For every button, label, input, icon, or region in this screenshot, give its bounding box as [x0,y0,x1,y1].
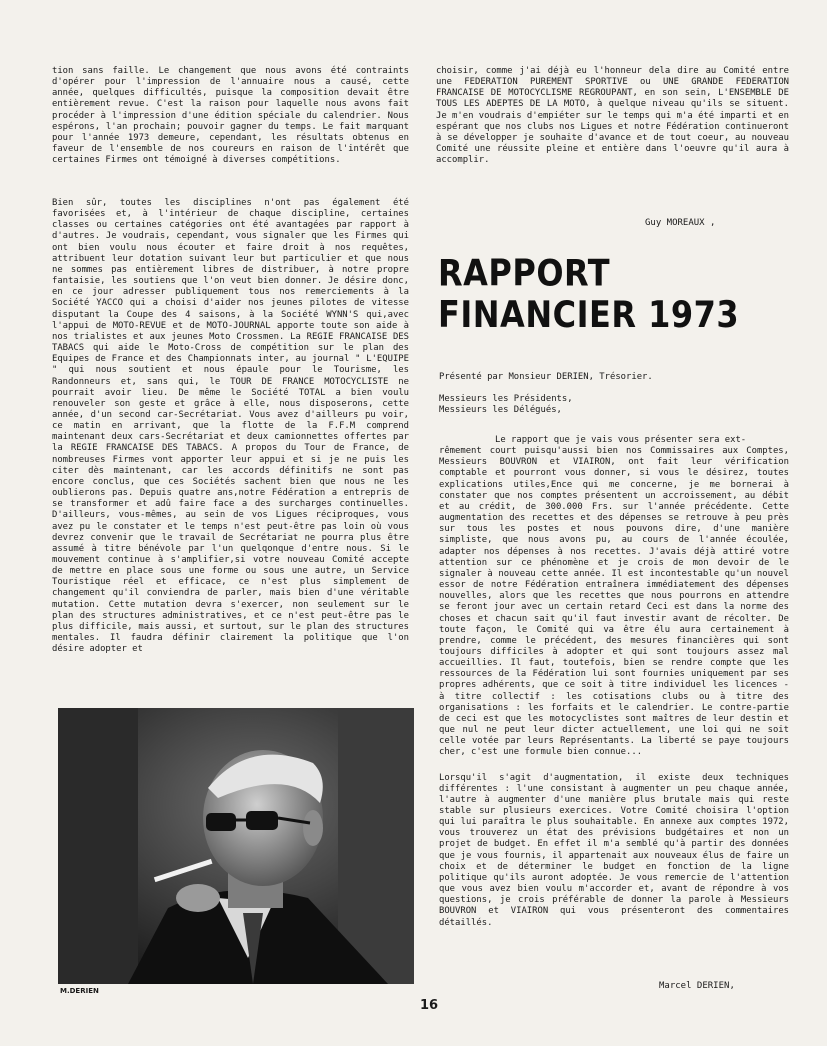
left-paragraph-1: tion sans faille. Le changement que nous avons été contraints d'opérer pour l'impression de l'annuaire nous a causé, cette année, quelques difficultés, puisque la composition devait être entièrement revue. C'est la raison pour laquelle nous avons fait procéder à l'impression d'une édition spéciale du calendrier. Nous espérons, l'an prochain; pouvoir gagner du temps. Le fait marquant pour l'année 1973 demeure, cependant, les résultats obtenus en faveur de l'ensemble de nos coureurs en raison de l'intérêt que certaines Firmes ont témoigné à diverses compétitions. [52,66,409,166]
page-number: 16 [420,998,439,1013]
signature-derien: Marcel DERIEN, [659,981,735,991]
report-opening-line: Le rapport que je vais vous présenter sera ext- [495,435,747,445]
report-paragraph-2: Lorsqu'il s'agit d'augmentation, il existe deux techniques différentes : l'une consistant à augmenter un peu chaque année, l'autre à augmenter d'une manière plus brutale mais qui reste stable sur plusieurs exercices. Votre Comité choisira l'option qui lui paraîtra le plus souhaitable. En annexe aux comptes 1972, vous trouverez un état des prévisions budgétaires et non un projet de budget. En effet il m'a semblé qu'à partir des données que je vous fournis, il appartenait aux nouveaux élus de faire un choix et de déterminer le budget en fonction de la ligne politique qu'ils auront adoptée. Je vous remercie de l'attention que vous avez bien voulu m'accorder et, avant de répondre à vos questions, je crois préférable de donner la parole à Messieurs BOUVRON et VIAIRON qui vous présenteront des commentaires détaillés. [439,772,789,928]
salutation-presidents: Messieurs les Présidents, [439,394,573,404]
headline-line-1: RAPPORT [438,250,611,295]
salutation-delegates: Messieurs les Délégués, [439,405,562,415]
left-column [52,66,409,655]
right-paragraph-1: choisir, comme j'ai déjà eu l'honneur dela dire au Comité entre une FEDERATION PUREMENT SPORTIVE ou UNE GRANDE FEDERATION FRANCAISE DE MOTOCYCLISME REGROUPANT, en son sein, L'ENSEMBLE DE TOUS LES ADEPTES DE LA MOTO, à quelque niveau qu'ils se situent. Je m'en voudrais d'empiéter sur le temps qui m'a été imparti et en espérant que nos clubs nos Ligues et notre Fédération continueront à se développer je souhaite d'avance et de tout coeur, au nouveau Comité une réussite pleine et entière dans l'oeuvre qu'il aura à accomplir. [436,66,789,166]
presented-by: Présenté par Monsieur DERIEN, Trésorier. [439,372,653,382]
portrait-photo [58,708,414,984]
right-column [436,66,789,166]
portrait-photo-image [58,708,414,984]
financial-report-body [439,435,789,929]
photo-caption: M.DERIEN [60,987,99,995]
signature-moreaux: Guy MOREAUX , [645,218,716,228]
report-paragraph-1: rêmement court puisqu'aussi bien nos Commissaires aux Comptes, Messieurs BOUVRON et VIAIRON, ont fait leur vérification comptable et pourront vous donner, si vous le désirez, toutes explications utiles,Ence qui me concerne, je me bornerai à constater que nos comptes présentent un accroissement, au débit et au crédit, de 300.000 Frs. sur l'année précédente. Cette augmentation des recettes et des dépenses se retrouve à peu près sur tous les postes et nous pouvons dire, d'une manière simpliste, que nous avons pu, au cours de l'année écoulée, adapter nos dépenses à nos recettes. J'avais déjà attiré votre attention sur ce phénomène et je crois de mon devoir de le signaler à nouveau cette année. Il est incontestable qu'un nouvel essor de notre Fédération entraînera immédiatement des dépenses nouvelles, alors que les recettes que nous pourrons en attendre se feront jour avec un certain retard Ceci est dans la norme des choses et chacun sait qu'il faut investir avant de récolter. De toute façon, le Comité qui va être élu aura certainement à prendre, comme le précédent, des mesures financières qui sont toujours difficiles à adopter et qui sont toujours assez mal accueillies. Il faut, toutefois, bien se rendre compte que les ressources de la Fédération lui sont fournies uniquement par ses propres adhérents, que ce soit à titre individuel les licences - à titre collectif : les cotisations clubs ou à titre des organisations : les forfaits et le calendrier. Le contre-partie de ceci est que les motocyclistes sont maîtres de leur destin et que nul ne peut leur dicter actuellement, une loi qui ne soit celle votée par leurs Représentants. La liberté se paye toujours cher, c'est une formule bien connue... [439,446,789,758]
left-paragraph-2: Bien sûr, toutes les disciplines n'ont pas également été favorisées et, à l'intérieur de chaque discipline, certaines classes ou certaines catégories ont été avantagées par rapport à d'autres. Je voudrais, cependant, vous signaler que les Firmes qui ont bien voulu nous écouter et faire droit à nos requêtes, attribuent leur dotation suivant leur but particulier et que nous ne sommes pas entièrement libres de distribuer, à notre propre fantaisie, les soutiens que l'on veut bien donner. Je désire donc, en ce jour adresser publiquement tous nos remerciements à la Société YACCO qui a choisi d'aider nos jeunes pilotes de vitesse disputant la Coupe des 4 saisons, à la Société WYNN'S qui,avec l'appui de MOTO-REVUE et de MOTO-JOURNAL apporte toute son aide à nos trialistes et aux jeunes Moto Crossmen. La REGIE FRANCAISE DES TABACS qui aide le Moto-Cross de compétition sur le plan des Equipes de France et des Championnats inter, au journal " L'EQUIPE " qui nous soutient et nous épaule pour le Tourisme, les Randonneurs et, sans qui, le TOUR DE FRANCE MOTOCYCLISTE ne pourrait avoir lieu. De même le Société TOTAL a bien voulu renouveler son geste et grâce à elle, nous disposerons, cette année, d'un second car-Secrétariat. Vous avez d'ailleurs pu voir, ce matin en arrivant, que la flotte de la F.F.M comprend maintenant deux cars-Secrétariat et deux camionnettes offertes par la REGIE FRANCAISE DES TABACS. A propos du Tour de France, de nombreuses Firmes vont apporter leur appui et si je ne puis les citer dès maintenant, car les accords définitifs ne sont pas encore conclus, que ces Sociétés sachent bien que nous ne les oublierons pas. Depuis quatre ans,notre Fédération a entrepris de se transformer et adû faire face a des surcharges continuelles. D'ailleurs, vous-mêmes, au sein de vos Ligues réciproques, vous avez pu le constater et le temps n'est peut-être pas loin où vous devrez convenir que le travail de Secrétariat ne pourra plus être assumé à titre bénévole par l'un quelqonque d'entre nous. Si le mouvement continue à s'amplifier,si votre nouveau Comité accepte de mettre en place sous une forme ou sous une autre, un Service Touristique réel et efficace, ce n'est plus simplement de changement qu'il conviendra de parler, mais bien d'une véritable mutation. Cette mutation devra s'exercer, non seulement sur le plan des structures administratives, et ce n'est peut-être pas le plus difficile, mais aussi, et surtout, sur le plan des structures mentales. Il faudra définir clairement la politique que l'on désire adopter et [52,198,409,655]
headline-line-2: FINANCIER 1973 [438,292,740,336]
section-headline [438,252,798,335]
